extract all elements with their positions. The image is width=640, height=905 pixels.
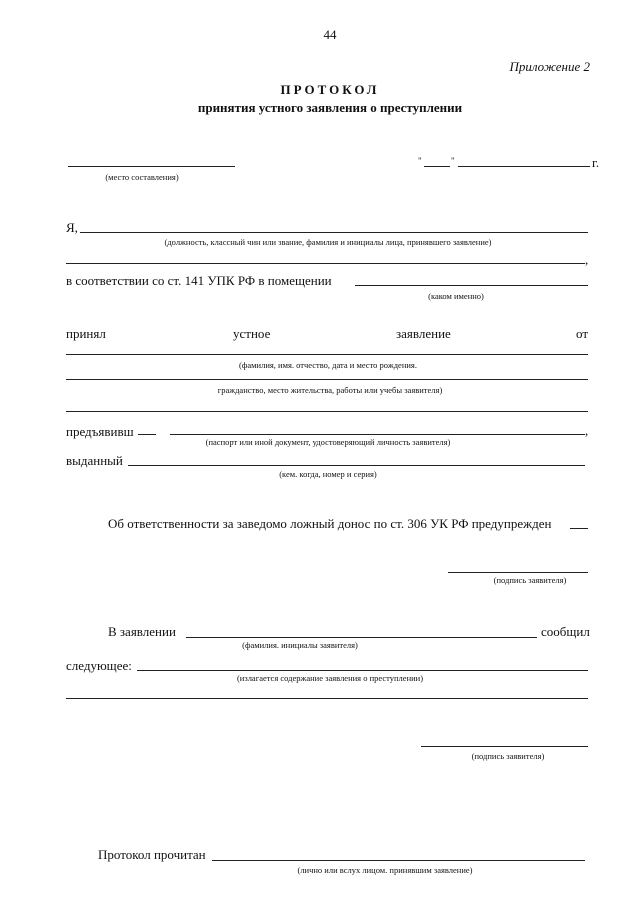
presented-suffix-field[interactable] — [138, 434, 156, 435]
room-field[interactable] — [355, 285, 588, 286]
room-caption: (каком именно) — [428, 291, 484, 301]
document-title: ПРОТОКОЛ — [280, 82, 380, 97]
read-caption: (лично или вслух лицом. принявшим заявление) — [297, 865, 473, 875]
page-number: 44 — [323, 27, 337, 42]
signature-field-2[interactable] — [421, 746, 588, 747]
following-label: следующее: — [66, 658, 132, 673]
year-suffix: г. — [592, 155, 600, 170]
issued-label: выданный — [66, 453, 123, 468]
warning-text: Об ответственности за заведомо ложный донос по ст. 306 УК РФ предупрежден — [108, 516, 552, 531]
applicant-name-field[interactable] — [186, 637, 537, 638]
content-caption: (излагается содержание заявления о преступлении) — [236, 673, 424, 683]
presented-label: предъявивш — [66, 424, 134, 439]
accepted-word-1: принял — [66, 326, 106, 341]
statement-label: В заявлении — [108, 624, 176, 639]
officer-field[interactable] — [80, 232, 588, 233]
document-subtitle: принятия устного заявления о преступлении — [197, 100, 463, 115]
date-quote-open: " — [418, 156, 422, 166]
reported-label: сообщил — [541, 624, 590, 639]
document-caption: (паспорт или иной документ, удостоверяющий личность заявителя) — [205, 437, 451, 447]
read-field[interactable] — [212, 860, 585, 861]
applicant-caption-1: (фамилия, имя. отчество, дата и место рождения. — [239, 360, 417, 370]
officer-field-continued[interactable] — [66, 263, 585, 264]
accepted-word-2: устное — [233, 326, 271, 341]
issued-field[interactable] — [128, 465, 585, 466]
applicant-field-2[interactable] — [66, 379, 588, 380]
issued-caption: (кем. когда, номер и серия) — [279, 469, 377, 479]
place-field[interactable] — [68, 166, 235, 167]
applicant-field-1[interactable] — [66, 354, 588, 355]
applicant-field-3[interactable] — [66, 411, 588, 412]
date-day-field[interactable] — [424, 166, 450, 167]
signature-caption-1: (подпись заявителя) — [493, 575, 567, 585]
place-caption: (место составления) — [105, 172, 179, 182]
i-label: Я, — [66, 220, 78, 235]
appendix-label: Приложение 2 — [509, 59, 590, 74]
comma: , — [585, 252, 589, 267]
accepted-word-3: заявление — [396, 326, 451, 341]
applicant-caption-2: гражданство, место жительства, работы или учебы заявителя) — [217, 385, 443, 395]
warning-suffix-field[interactable] — [570, 528, 588, 529]
signature-field-1[interactable] — [448, 572, 588, 573]
date-quote-close: " — [451, 156, 455, 166]
signature-caption-2: (подпись заявителя) — [471, 751, 545, 761]
content-field-2[interactable] — [66, 698, 588, 699]
officer-caption: (должность, классный чин или звание, фамилия и инициалы лица, принявшего заявление) — [164, 237, 492, 247]
applicant-name-caption: (фамилия. инициалы заявителя) — [242, 640, 358, 650]
date-month-year-field[interactable] — [458, 166, 590, 167]
accepted-word-4: от — [576, 326, 589, 341]
content-field-1[interactable] — [137, 670, 588, 671]
read-label: Протокол прочитан — [98, 847, 206, 862]
document-field[interactable] — [170, 434, 585, 435]
comma: , — [585, 423, 589, 438]
accordance-text: в соответствии со ст. 141 УПК РФ в помещении — [66, 273, 332, 288]
